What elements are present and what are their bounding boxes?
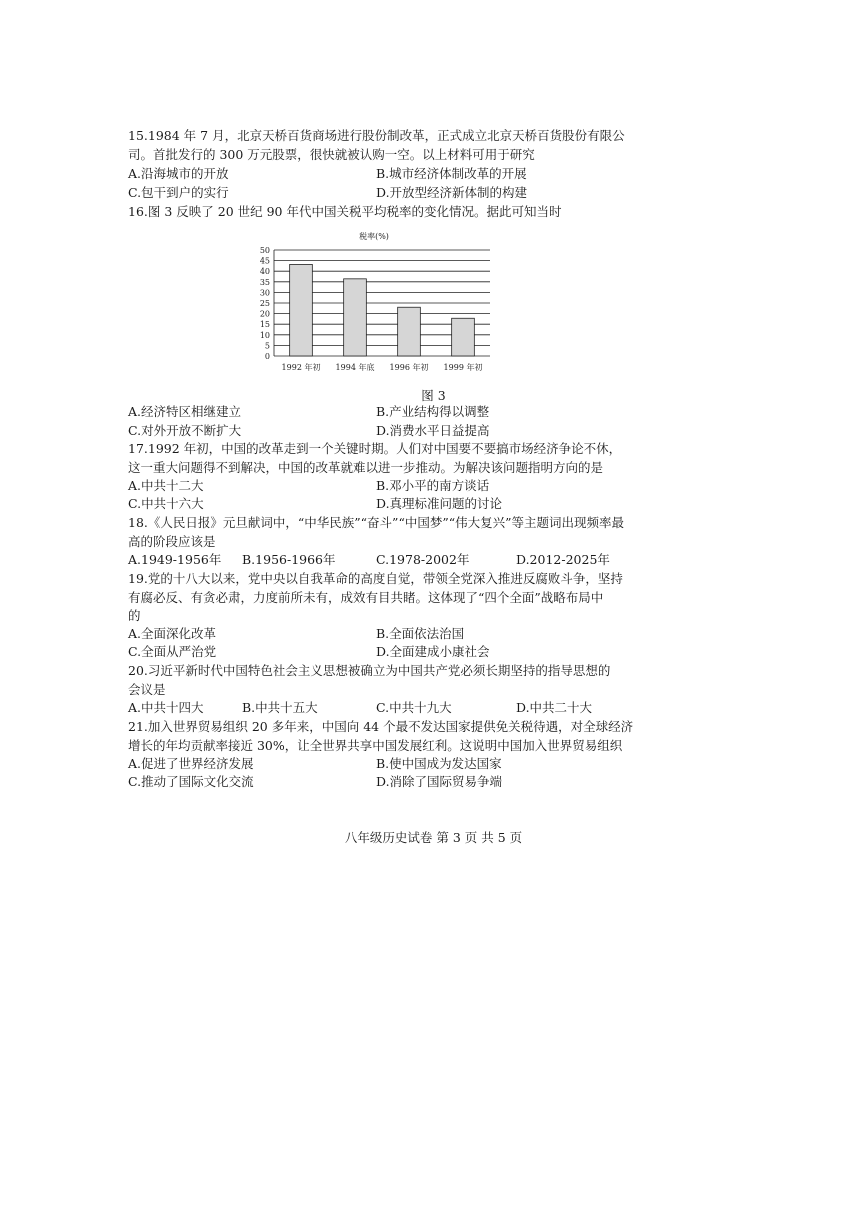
page-footer: 八年级历史试卷 第 3 页 共 5 页 bbox=[344, 830, 523, 845]
q17-option-b: B.邓小平的南方谈话 bbox=[376, 478, 490, 493]
q19-stem-line-1: 19.党的十八大以来，党中央以自我革命的高度自觉，带领全党深入推进反腐败斗争，坚持 bbox=[128, 571, 623, 586]
q21-stem-line-2: 增长的年均贡献率接近 30%，让全世界共享中国发展红利。这说明中国加入世界贸易组织 bbox=[128, 738, 623, 753]
bar bbox=[344, 279, 367, 356]
q20-option-b: B.中共十五大 bbox=[242, 700, 318, 715]
q19-option-b: B.全面依法治国 bbox=[376, 626, 465, 641]
q17-option-a: A.中共十二大 bbox=[128, 478, 204, 493]
q19-option-a: A.全面深化改革 bbox=[128, 626, 217, 641]
q16-option-a: A.经济特区相继建立 bbox=[128, 404, 242, 419]
q17-stem-line-1: 17.1992 年初，中国的改革走到一个关键时期。人们对中国要不要搞市场经济争论不休， bbox=[128, 441, 622, 456]
q20-option-c: C.中共十九大 bbox=[376, 700, 452, 715]
q18-stem-line-1: 18.《人民日报》元旦献词中，“中华民族”“奋斗”“中国梦”“伟大复兴”等主题词出现频率最 bbox=[128, 515, 625, 530]
y-tick-label: 0 bbox=[264, 352, 270, 361]
bar bbox=[398, 307, 421, 356]
q21-stem-line-1: 21.加入世界贸易组织 20 多年来，中国向 44 个最不发达国家提供免关税待遇，对全球经济 bbox=[128, 719, 634, 734]
q17-option-d: D.真理标准问题的讨论 bbox=[376, 496, 503, 511]
q20-option-d: D.中共二十大 bbox=[516, 700, 593, 715]
q17-option-c: C.中共十六大 bbox=[128, 496, 204, 511]
q20-option-a: A.中共十四大 bbox=[128, 700, 204, 715]
y-tick-label: 45 bbox=[259, 256, 270, 266]
q18-option-a: A.1949-1956年 bbox=[128, 552, 222, 567]
q21-option-b: B.使中国成为发达国家 bbox=[376, 756, 502, 771]
y-tick-label: 40 bbox=[259, 267, 270, 277]
q21-option-a: A.促进了世界经济发展 bbox=[128, 756, 254, 771]
q18-option-d: D.2012-2025年 bbox=[516, 552, 610, 567]
q15-option-d: D.开放型经济新体制的构建 bbox=[376, 185, 528, 200]
q21-option-c: C.推动了国际文化交流 bbox=[128, 774, 254, 789]
q15-stem-line-2: 司。首批发行的 300 万元股票，很快就被认购一空。以上材料可用于研究 bbox=[128, 147, 535, 162]
y-tick-label: 5 bbox=[264, 341, 270, 351]
q16-option-d: D.消费水平日益提高 bbox=[376, 423, 490, 438]
x-tick-label: 1992 年初 bbox=[281, 363, 321, 372]
y-tick-label: 30 bbox=[259, 288, 270, 298]
q17-stem-line-2: 这一重大问题得不到解决，中国的改革就难以进一步推动。为解决该问题指明方向的是 bbox=[128, 460, 604, 475]
x-tick-label: 1999 年初 bbox=[443, 363, 483, 372]
y-tick-label: 20 bbox=[259, 309, 270, 319]
bar bbox=[290, 264, 313, 356]
q15-option-c: C.包干到户的实行 bbox=[128, 185, 229, 200]
q16-option-b: B.产业结构得以调整 bbox=[376, 404, 490, 419]
q18-option-b: B.1956-1966年 bbox=[242, 552, 336, 567]
q15-stem-line-1: 15.1984 年 7 月，北京天桥百货商场进行股份制改革，正式成立北京天桥百货股份有限公 bbox=[128, 128, 625, 143]
q20-stem-line-2: 会议是 bbox=[128, 682, 166, 697]
q15-option-b: B.城市经济体制改革的开展 bbox=[376, 166, 527, 181]
y-tick-label: 25 bbox=[259, 299, 270, 308]
q18-stem-line-2: 高的阶段应该是 bbox=[128, 534, 216, 549]
y-tick-label: 10 bbox=[259, 330, 270, 340]
q15-option-a: A.沿海城市的开放 bbox=[128, 166, 229, 181]
tariff-rate-bar-chart bbox=[250, 228, 500, 378]
y-tick-label: 50 bbox=[259, 246, 270, 255]
q19-stem-line-3: 的 bbox=[128, 608, 141, 623]
q19-option-c: C.全面从严治党 bbox=[128, 644, 217, 659]
q19-stem-line-2: 有腐必反、有贪必肃，力度前所未有，成效有目共睹。这体现了“四个全面”战略布局中 bbox=[128, 590, 604, 605]
q16-option-c: C.对外开放不断扩大 bbox=[128, 423, 242, 438]
x-tick-label: 1994 年底 bbox=[335, 363, 375, 372]
q16-stem-line-1: 16.图 3 反映了 20 世纪 90 年代中国关税平均税率的变化情况。据此可知当时 bbox=[128, 204, 562, 219]
q18-option-c: C.1978-2002年 bbox=[376, 552, 470, 567]
x-tick-label: 1996 年初 bbox=[389, 363, 429, 372]
y-tick-label: 35 bbox=[259, 277, 270, 287]
y-tick-label: 15 bbox=[259, 320, 270, 330]
figure-caption: 图 3 bbox=[421, 388, 446, 403]
chart-title: 税率(%) bbox=[359, 232, 389, 241]
q21-option-d: D.消除了国际贸易争端 bbox=[376, 774, 503, 789]
bar bbox=[452, 318, 475, 356]
q19-option-d: D.全面建成小康社会 bbox=[376, 644, 490, 659]
q20-stem-line-1: 20.习近平新时代中国特色社会主义思想被确立为中国共产党必须长期坚持的指导思想的 bbox=[128, 663, 611, 678]
